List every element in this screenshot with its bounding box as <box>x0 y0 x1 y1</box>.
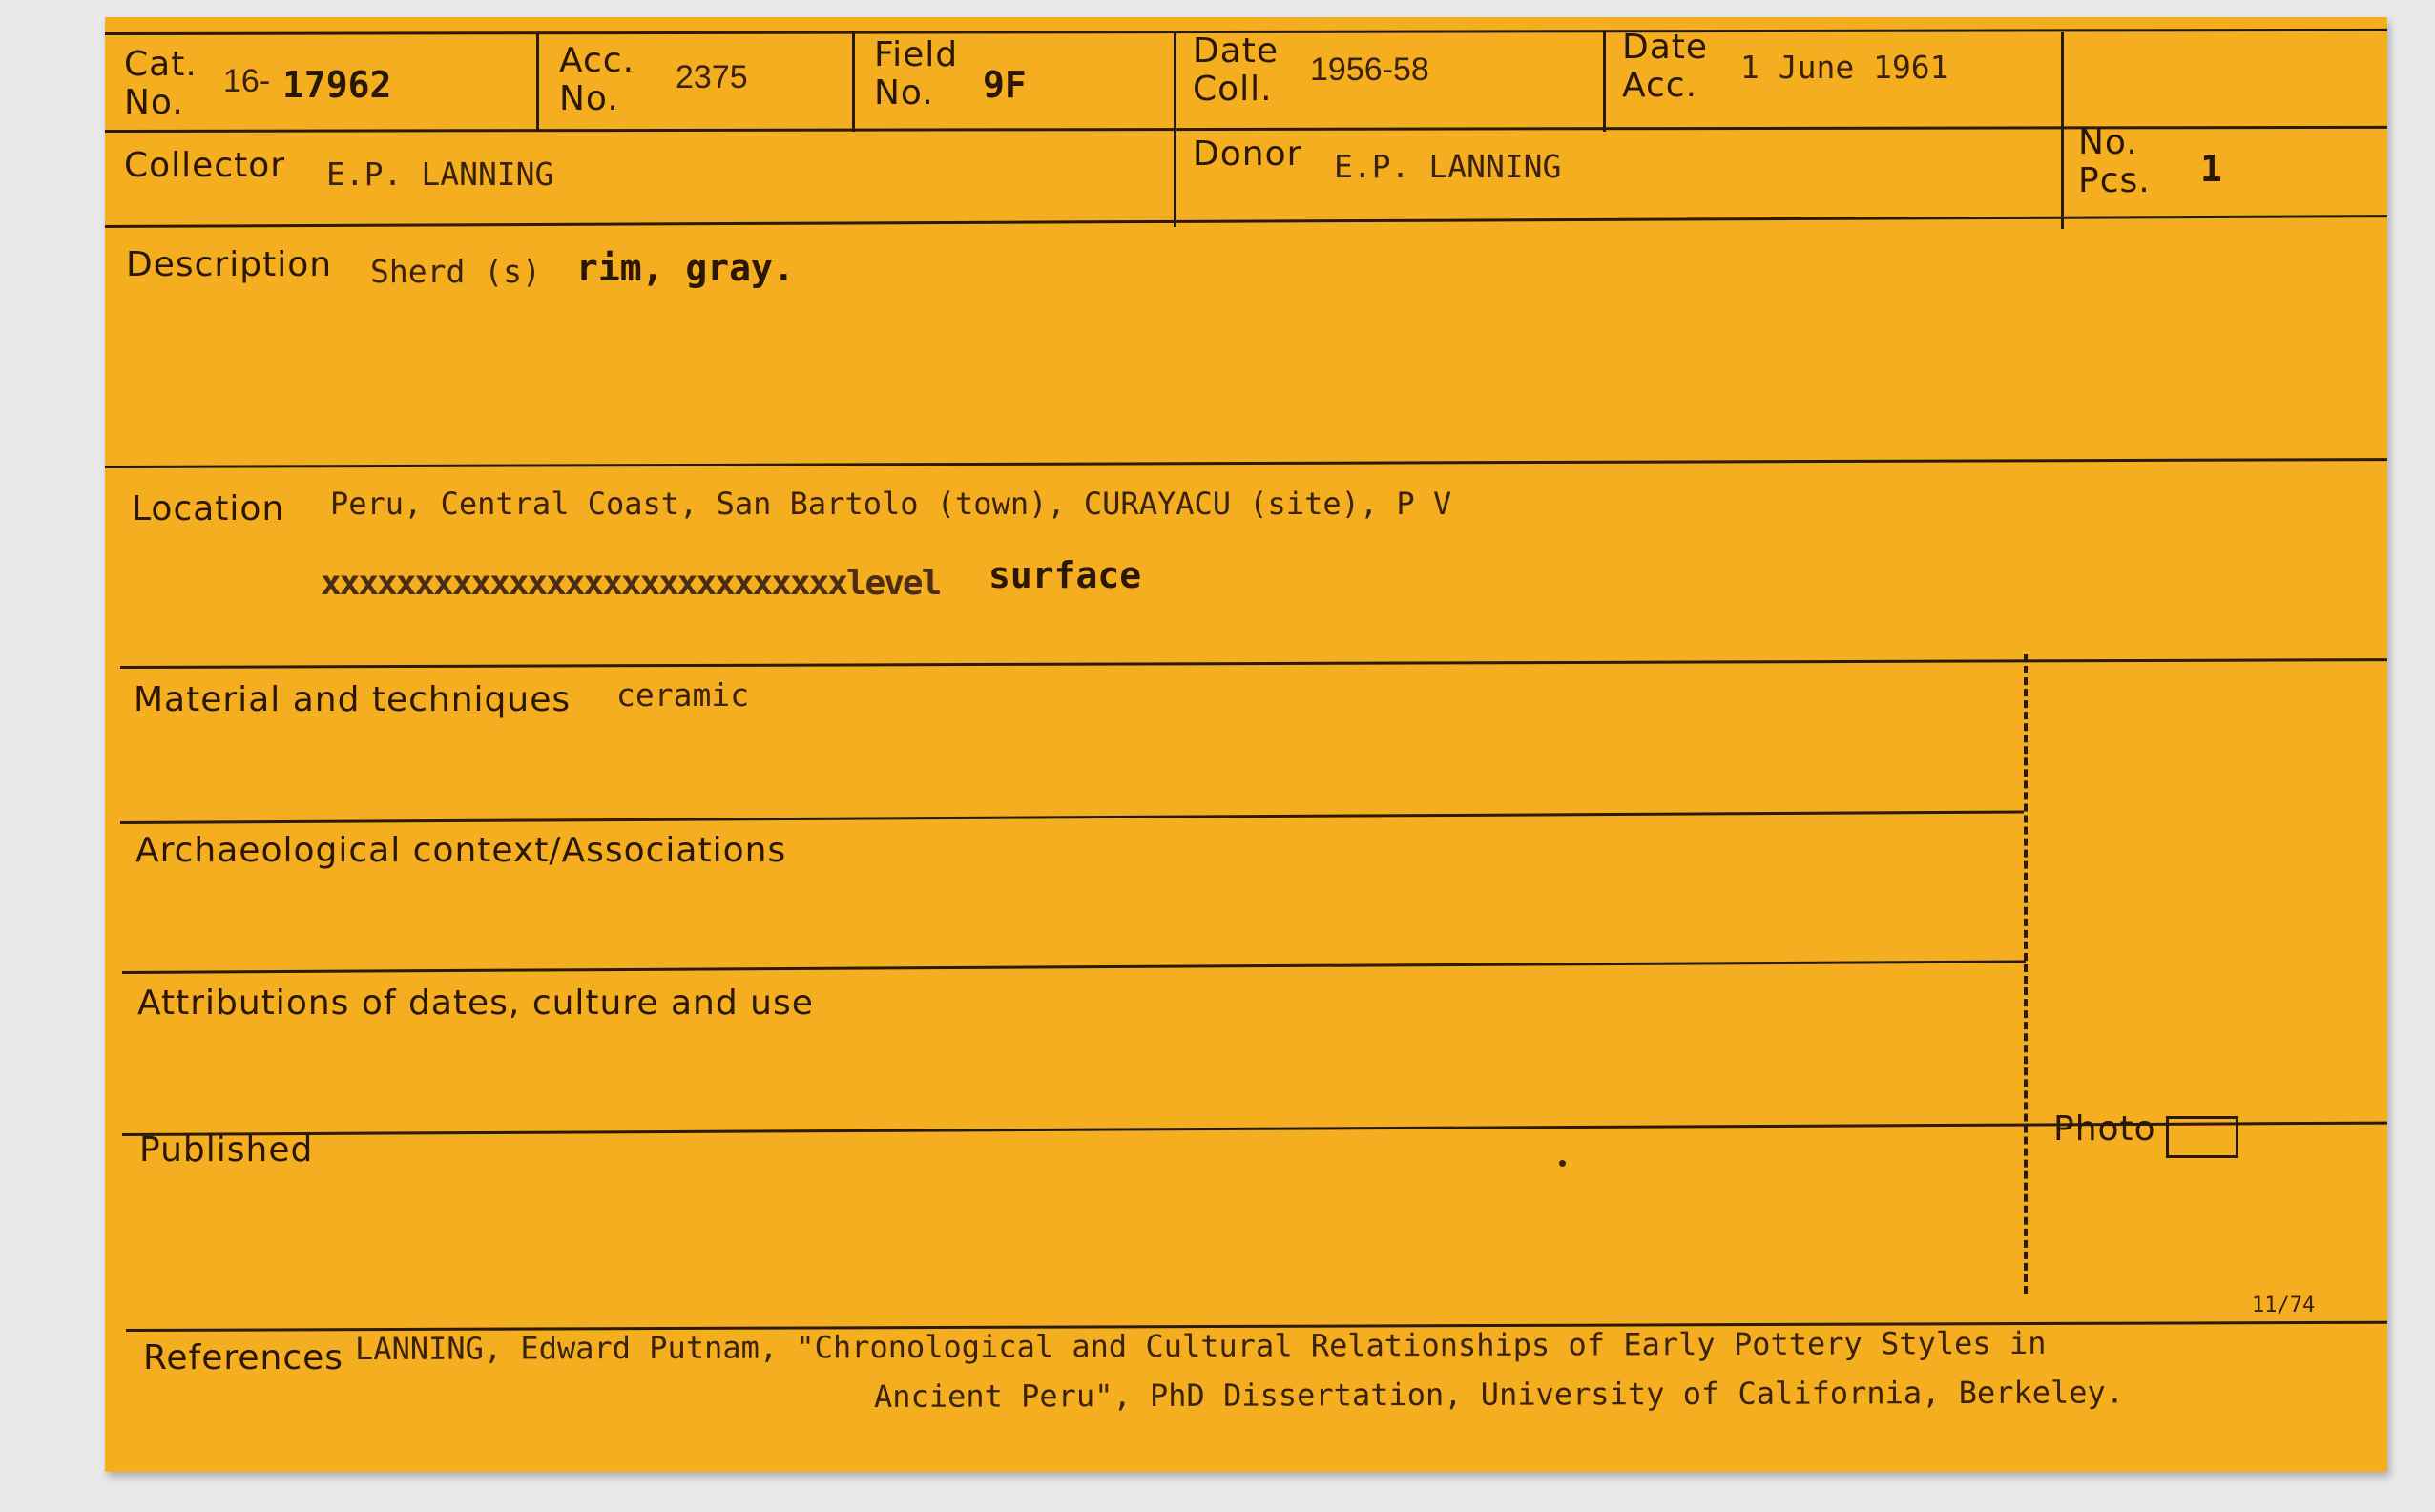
cat-no-value: 17962 <box>282 64 392 106</box>
vrule-3 <box>1174 32 1176 227</box>
collector-label: Collector <box>124 146 286 185</box>
date-coll-value: 1956-58 <box>1310 52 1429 88</box>
pieces-value: 1 <box>2200 148 2222 190</box>
rule-location <box>120 658 2387 669</box>
description-prefix: Sherd (s) <box>370 253 541 290</box>
vrule-1 <box>536 32 539 132</box>
field-no-label: Field No. <box>874 35 959 114</box>
description-value: rim, gray. <box>576 247 795 289</box>
context-label: Archaeological context/Associations <box>135 831 787 870</box>
attributions-label: Attributions of dates, culture and use <box>137 984 814 1023</box>
references-label: References <box>143 1338 344 1377</box>
material-label: Material and techniques <box>134 680 572 719</box>
location-line2: surface <box>989 554 1142 596</box>
references-line1: LANNING, Edward Putnam, "Chronological and Cultural Relationships of Early Pottery Styles in <box>354 1324 2047 1367</box>
photo-label: Photo <box>2053 1109 2156 1149</box>
acc-no-value: 2375 <box>676 59 748 95</box>
references-line2: Ancient Peru", PhD Dissertation, University of California, Berkeley. <box>873 1374 2125 1415</box>
cat-no-label: Cat. No. <box>124 45 198 123</box>
location-line1: Peru, Central Coast, San Bartolo (town), CURAYACU (site), P V <box>330 486 1452 522</box>
location-label: Location <box>132 489 285 528</box>
rule-attributions <box>122 1122 2387 1136</box>
photo-checkbox[interactable] <box>2166 1116 2238 1158</box>
field-no-value: 9F <box>983 64 1027 106</box>
rule-description <box>105 458 2387 468</box>
donor-label: Donor <box>1193 135 1302 174</box>
date-acc-label: Date Acc. <box>1622 28 1709 106</box>
vrule-2 <box>852 32 855 132</box>
date-coll-label: Date Coll. <box>1193 31 1280 110</box>
acc-no-label: Acc. No. <box>559 41 635 119</box>
rule-header <box>105 126 2387 133</box>
rule-material <box>120 811 2024 824</box>
date-acc-value: 1 June 1961 <box>1740 49 1949 86</box>
collector-value: E.P. LANNING <box>326 155 554 193</box>
location-struck-text: xxxxxxxxxxxxxxxxxxxxxxxxxxxxlevel <box>321 564 941 603</box>
rule-context <box>122 961 2026 974</box>
catalog-card <box>105 17 2387 1472</box>
ink-dot <box>1559 1160 1566 1167</box>
published-label: Published <box>139 1130 314 1170</box>
donor-value: E.P. LANNING <box>1334 148 1562 185</box>
vrule-5 <box>2061 32 2064 229</box>
cat-no-prefix: 16- <box>223 63 271 99</box>
pieces-label: No. Pcs. <box>2078 123 2151 201</box>
description-label: Description <box>126 245 333 284</box>
material-value: ceramic <box>616 676 750 714</box>
references-date-note: 11/74 <box>2252 1294 2316 1317</box>
vrule-4 <box>1603 32 1606 132</box>
rule-collector <box>105 215 2387 228</box>
dashed-divider <box>2024 654 2028 1294</box>
